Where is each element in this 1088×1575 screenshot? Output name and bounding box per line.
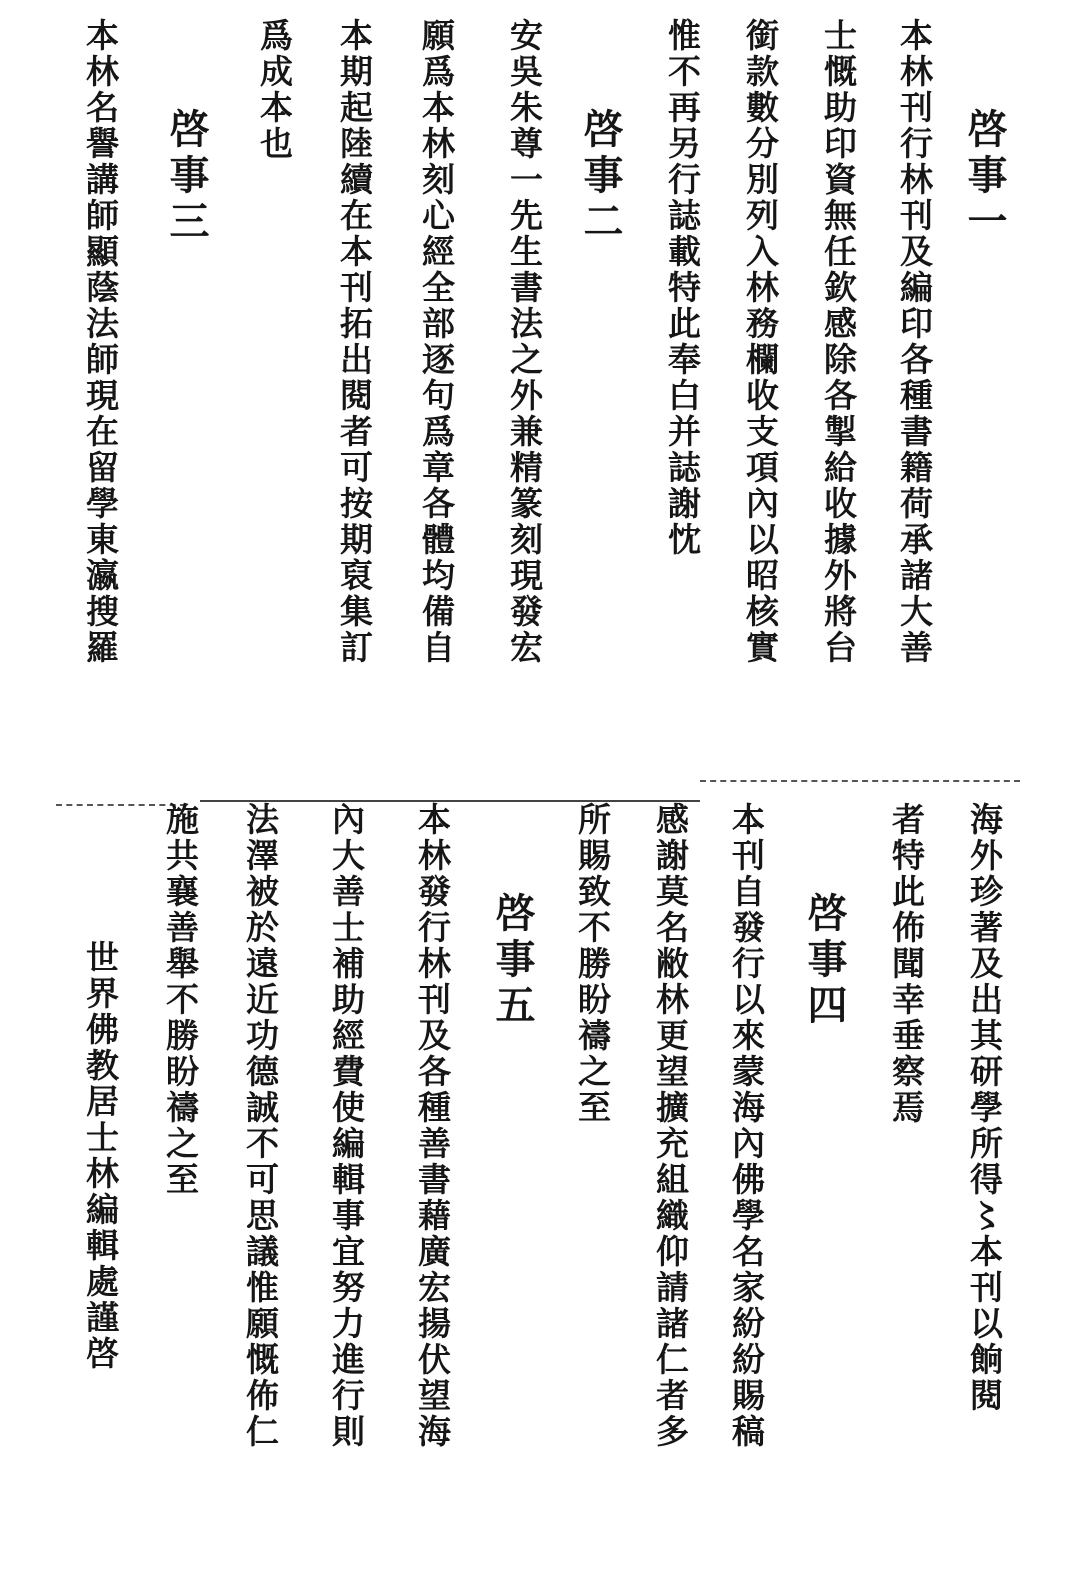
notice3-heading: 啓事三 <box>163 108 210 246</box>
notice1-line-1: 本林刊行林刊及編印各種書籍荷承諸大善 <box>895 18 934 666</box>
notice2-line-2: 願爲本林刻心經全部逐句爲章各體均備自 <box>417 18 456 666</box>
notice4-heading: 啓事四 <box>801 892 848 1030</box>
notice4-line-3: 所賜致不勝盼禱之至 <box>573 802 612 1126</box>
notice3-cont-line-1: 海外珍著及出其研學所得〻本刊以餉閱 <box>965 802 1004 1414</box>
publisher-signature: 世界佛教居士林編輯處謹啓 <box>81 940 120 1372</box>
notice3-line-1: 本林名譽講師顯蔭法師現在留學東瀛搜羅 <box>81 18 120 666</box>
notice5-line-3: 法澤被於遠近功德誠不可思議惟願慨佈仁 <box>241 802 280 1450</box>
notice1-line-3: 銜款數分別列入林務欄收支項內以昭核實 <box>741 18 780 666</box>
notice5-heading: 啓事五 <box>489 892 536 1030</box>
notice1-line-2: 士慨助印資無任欽感除各掣給收據外將台 <box>819 18 858 666</box>
notice4-line-2: 感謝莫名敝林更望擴充組織仰請諸仁者多 <box>651 802 690 1450</box>
notice1-heading: 啓事一 <box>961 108 1008 246</box>
notice2-line-1: 安吳朱尊一先生書法之外兼精篆刻現發宏 <box>505 18 544 666</box>
notice2-line-4: 爲成本也 <box>255 18 294 162</box>
notice2-line-3: 本期起陸續在本刊拓出閱者可按期裒集訂 <box>335 18 374 666</box>
notice4-line-1: 本刊自發行以來蒙海內佛學名家紛紛賜稿 <box>727 802 766 1450</box>
section-divider-right <box>700 780 1020 782</box>
notice5-line-4: 施共襄善舉不勝盼禱之至 <box>161 802 200 1198</box>
notice2-heading: 啓事二 <box>577 108 624 246</box>
notice3-cont-line-2: 者特此佈聞幸垂察焉 <box>887 802 926 1126</box>
notice1-line-4: 惟不再另行誌載特此奉白并誌謝忱 <box>663 18 702 558</box>
notice5-line-1: 本林發行林刊及各種善書藉廣宏揚伏望海 <box>413 802 452 1450</box>
notice5-line-2: 內大善士補助經費使編輯事宜努力進行則 <box>327 802 366 1450</box>
